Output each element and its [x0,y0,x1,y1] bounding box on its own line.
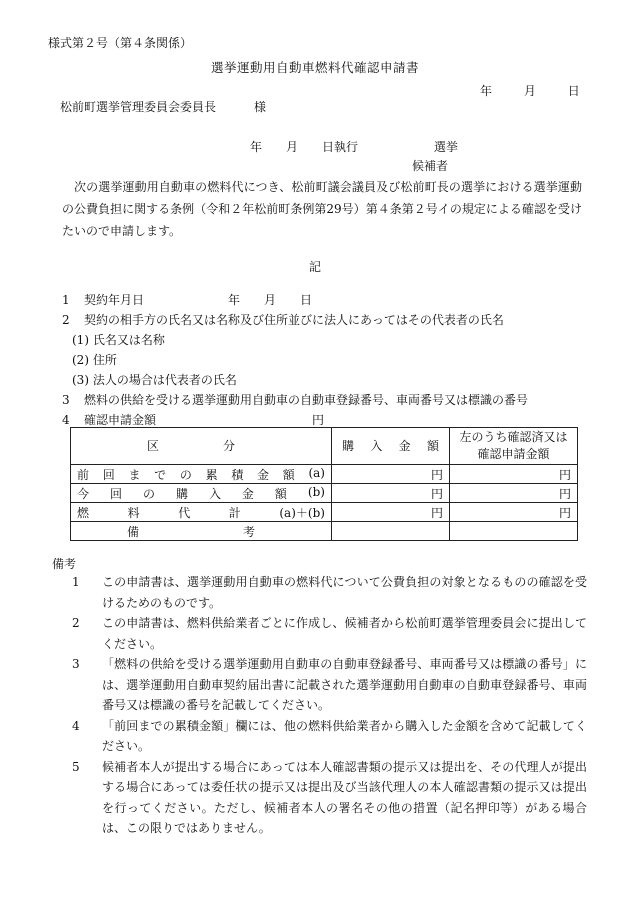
note-text: 「前回までの累積金額」欄には、他の燃料供給業者から購入した金額を含めて記載してください。 [102,718,587,753]
note-text: この申請書は、選挙運動用自動車の燃料代について公費負担の対象となるものの確認を受けるためのものです。 [102,575,587,610]
addressee-suffix: 様 [254,100,267,114]
table-row [71,503,578,522]
notes-list [62,572,587,839]
item-list [62,290,528,430]
application-body: 次の選挙運動用自動車の燃料代につき、松前町議会議員及び松前町長の選挙における選挙運動の公費負担に関する条例（令和２年松前町条例第29号）第４条第２号イの規定による確認を受けたいので申請します。 [62,180,582,238]
item-number: 2 [62,313,70,327]
note-text: 「燃料の供給を受ける選挙運動用自動車の自動車登録番号、車両番号又は標識の番号」には、選挙運動用自動車契約届出書に記載された選挙運動用自動車の自動車登録番号、車両番号又は標識の番号を記載してください。 [102,657,587,712]
note-item [62,757,587,839]
note-number: 3 [72,657,80,671]
note-number: 1 [72,575,80,589]
document-title: 選挙運動用自動車燃料代確認申請書 [210,60,419,75]
purchase-amount-cell: 円 [332,484,450,503]
confirmed-amount-cell: 円 [450,484,578,503]
confirmed-amount-cell: 円 [450,465,578,484]
form-number: 様式第２号（第４条関係） [48,36,193,50]
row-label: 前 回 ま で の 累 積 金 額 (a) [71,465,332,484]
list-item [62,290,528,310]
item-text: 確認申請金額 円 [84,413,325,427]
confirmed-amount-cell: 円 [450,503,578,522]
note-text: 候補者本人が提出する場合にあっては本人確認書類の提示又は提出を、その代理人が提出する場合にあっては委任状の提示又は提出及び当該代理人の本人確認書類の提示又は提出を行ってください。ただし、候補者本人の署名その他の措置（記名押印等）がある場合は、この限りではありません。 [102,759,587,835]
list-item [62,350,528,370]
confirmed-amount-cell [450,522,578,541]
item-text: 燃料の供給を受ける選挙運動用自動車の自動車登録番号、車両番号又は標識の番号 [84,393,529,407]
item-number: 4 [62,413,70,427]
list-item [62,330,528,350]
note-item [62,572,587,613]
election-label: 選挙 [433,140,458,154]
candidate-label: 候補者 [412,159,449,173]
note-number: 5 [72,759,80,774]
addressee-name: 松前町選挙管理委員会委員長 [60,100,217,114]
header-confirmed-amount: 左のうち確認済又は 確認申請金額 [450,428,578,465]
item-text: 契約年月日 年 月 日 [84,293,313,307]
note-item [62,613,587,654]
application-date [480,82,580,99]
table-row [71,522,578,541]
note-item [62,716,587,757]
item-text: 契約の相手方の氏名又は名称及び住所並びに法人にあってはその代表者の氏名 [84,313,504,327]
note-item [62,654,587,716]
item-number: 3 [62,393,70,407]
date-day: 日 [567,84,580,98]
notes-title: 備考 [52,557,77,571]
purchase-amount-cell: 円 [332,503,450,522]
addressee [60,98,266,115]
note-number: 4 [72,718,80,733]
row-label: 燃 料 代 計 (a)＋(b) [71,503,332,522]
item-text: (2) 住所 [72,353,117,367]
amount-table [70,427,578,541]
item-text: (3) 法人の場合は代表者の氏名 [72,373,237,387]
note-number: 2 [72,616,80,630]
list-item [62,310,528,330]
table-row [71,465,578,484]
list-item [62,390,528,410]
item-number: 1 [62,293,70,307]
ki-heading: 記 [308,260,321,274]
date-year: 年 [480,84,493,98]
row-label: 備 考 [71,522,332,541]
note-text: この申請書は、燃料供給業者ごとに作成し、候補者から松前町選挙管理委員会に提出してください。 [102,616,587,651]
purchase-amount-cell [332,522,450,541]
list-item [62,370,528,390]
election-date: 年 月 日執行 [250,140,359,154]
header-category: 区 分 [71,428,332,465]
table-header-row [71,428,578,465]
item-text: (1) 氏名又は名称 [72,333,165,347]
table-row [71,484,578,503]
row-label: 今 回 の 購 入 金 額 (b) [71,484,332,503]
header-purchase-amount: 購 入 金 額 [332,428,450,465]
date-month: 月 [523,84,536,98]
purchase-amount-cell: 円 [332,465,450,484]
election-line [250,138,458,155]
